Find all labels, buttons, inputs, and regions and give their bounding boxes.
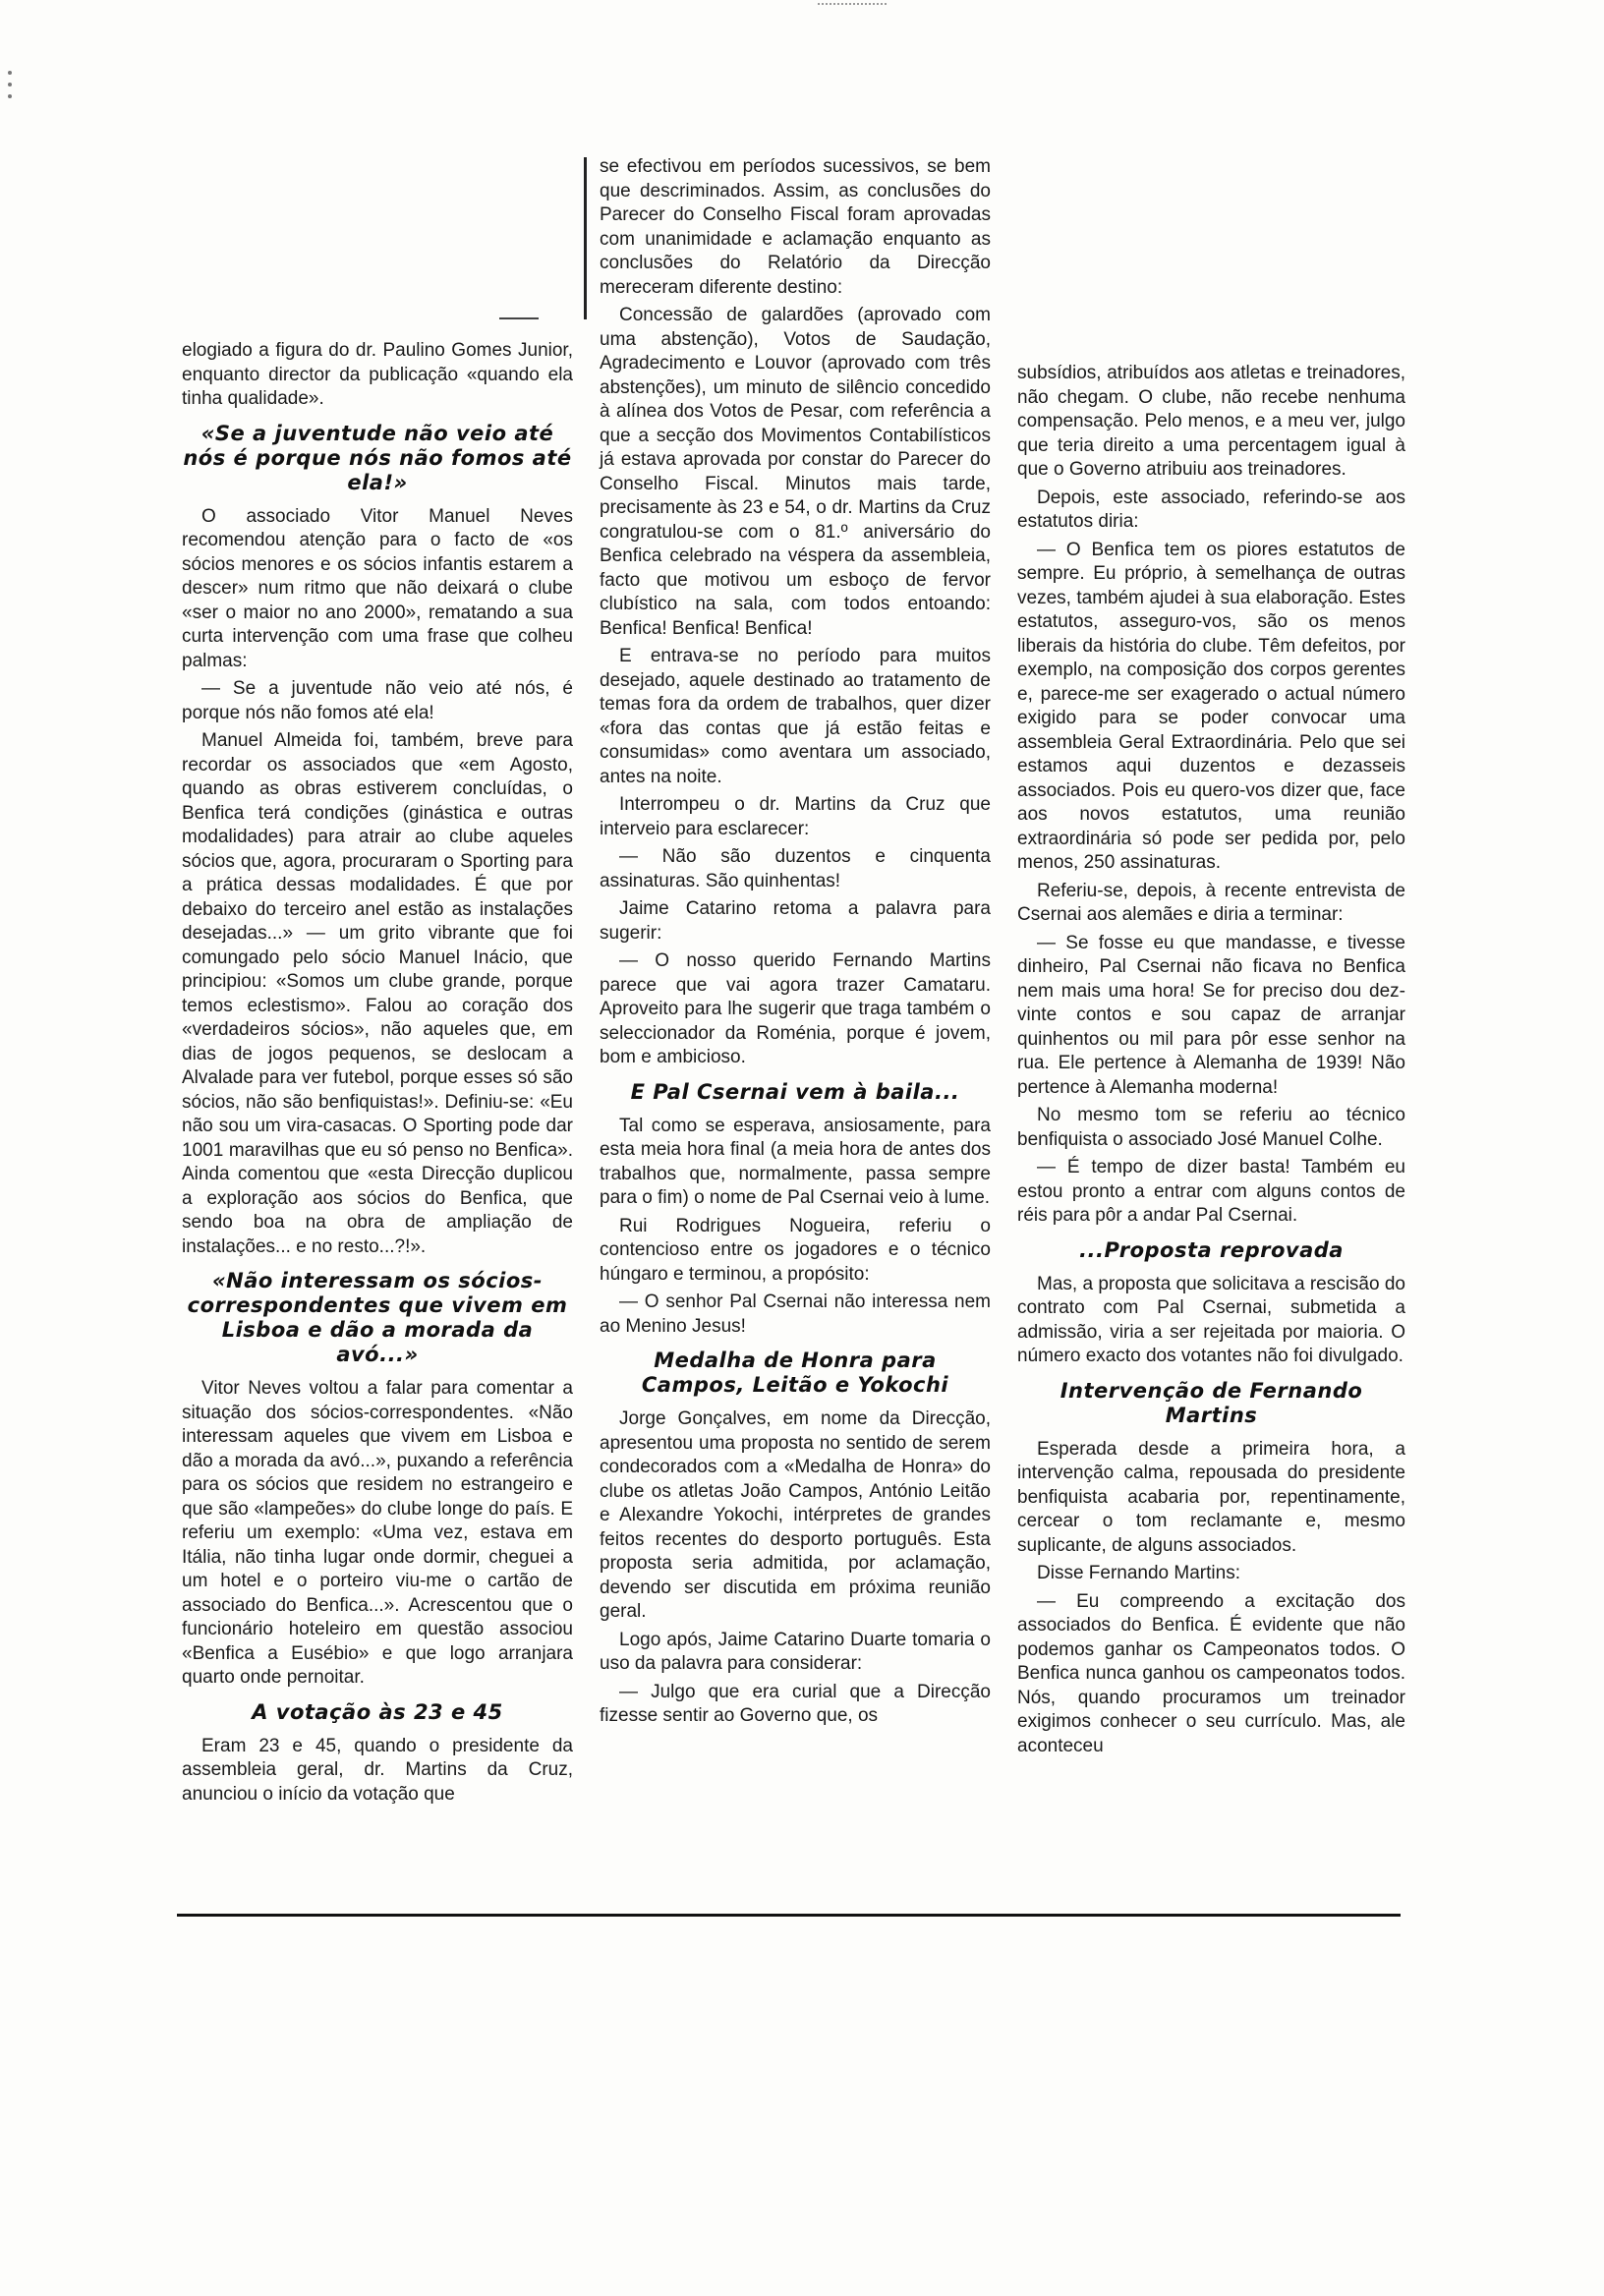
subheading: A votação às 23 e 45 <box>252 1699 503 1724</box>
short-rule <box>499 317 539 319</box>
paragraph: Jaime Catarino retoma a palavra para sugerir: <box>600 898 991 944</box>
paragraph: — É tempo de dizer basta! Também eu estou pronto a entrar com alguns contos de réis para pôr a andar Pal Csernai. <box>1017 1157 1405 1226</box>
column-2 <box>600 155 991 1733</box>
paragraph: Esperada desde a primeira hora, a intervenção calma, repousada do presidente benfiquista acabaria por, repentinamente, cercear o tom reclamante e, mesmo suplicante, de alguns associados. <box>1017 1438 1405 1556</box>
paragraph: — Se fosse eu que mandasse, e tivesse dinheiro, Pal Csernai não ficava no Benfica nem mais uma hora! Se for preciso dou dez-vinte contos e sou capaz de arranjar quinhentos ou mil para pôr esse senhor na rua. Ele pertence à Alemanha de 1939! Não pertence à Alemanha moderna! <box>1017 932 1405 1098</box>
paragraph: Eram 23 e 45, quando o presidente da assembleia geral, dr. Martins da Cruz, anunciou o início da votação que <box>182 1735 573 1805</box>
subheading: «Se a juventude não veio até nós é porque nós não fomos até ela!» <box>183 421 572 494</box>
paragraph: elogiado a figura do dr. Paulino Gomes Junior, enquanto director da publicação «quando ela tinha qualidade». <box>182 340 573 409</box>
paragraph: No mesmo tom se referiu ao técnico benfiquista o associado José Manuel Colhe. <box>1017 1105 1405 1150</box>
paragraph: se efectivou em períodos sucessivos, se bem que descriminados. Assim, as conclusões do Parecer do Conselho Fiscal foram aprovadas com unanimidade e aclamação enquanto as conclusões do Relatório da Direcção mereceram diferente destino: <box>600 156 991 298</box>
bottom-rule <box>177 1914 1401 1917</box>
paragraph: O associado Vitor Manuel Neves recomendou atenção para o facto de «os sócios menores e os sócios infantis estarem a descer» num ritmo que não deixará o clube «ser o maior no ano 2000», rematando a sua curta intervenção com uma frase que colheu palmas: <box>182 505 573 671</box>
subheading: E Pal Csernai vem à baila... <box>630 1079 960 1104</box>
margin-speck <box>8 94 12 98</box>
paragraph: — O nosso querido Fernando Martins parece que vai agora trazer Camataru. Aproveito para lhe sugerir que traga também o seleccionador da Roménia, porque é jovem, bom e ambicioso. <box>600 950 991 1067</box>
column-1 <box>182 339 573 1810</box>
paragraph: Depois, este associado, referindo-se aos estatutos diria: <box>1017 487 1405 532</box>
paragraph: — Julgo que era curial que a Direcção fizesse sentir ao Governo que, os <box>600 1681 991 1726</box>
paragraph: — O Benfica tem os piores estatutos de sempre. Eu próprio, à semelhança de outras vezes, também ajudei à sua elaboração. Estes estatutos, asseguro-vos, são os menos liberais da história do clube. Têm defeitos, por exemplo, na composição dos corpos gerentes e, parece-me ser exagerado o actual número exigido para se poder convocar uma assembleia Geral Extraordinária. Pelo que sei estamos aqui duzentos e dezasseis associados. Pois eu quero-vos dizer que, face aos novos estatutos, uma reunião extraordinária só pode ser pedida por, pelo menos, 250 assinaturas. <box>1017 539 1405 873</box>
paragraph: — O senhor Pal Csernai não interessa nem ao Menino Jesus! <box>600 1292 991 1337</box>
paragraph: Tal como se esperava, ansiosamente, para esta meia hora final (a meia hora de antes dos trabalhos que, normalmente, passa sempre para o fim) o nome de Pal Csernai veio à lume. <box>600 1115 991 1208</box>
paragraph: Jorge Gonçalves, em nome da Direcção, apresentou uma proposta no sentido de serem condecorados com a «Medalha de Honra» do clube os atletas João Campos, António Leitão e Alexandre Yokochi, intérpretes de grandes feitos recentes do desporto português. Esta proposta seria admitida, por aclamação, devendo ser discutida em próxima reunião geral. <box>600 1408 991 1622</box>
paragraph: Disse Fernando Martins: <box>1037 1563 1240 1583</box>
subheading: ...Proposta reprovada <box>1079 1237 1344 1262</box>
paragraph: Mas, a proposta que solicitava a rescisão do contrato com Pal Csernai, submetida a admissão, viria a ser rejeitada por maioria. O número exacto dos votantes não foi divulgado. <box>1017 1273 1405 1366</box>
paragraph: Referiu-se, depois, à recente entrevista de Csernai aos alemães e diria a terminar: <box>1017 880 1405 925</box>
paragraph: — Se a juventude não veio até nós, é porque nós não fomos até ela! <box>182 678 573 723</box>
paragraph: subsídios, atribuídos aos atletas e treinadores, não chegam. O clube, não recebe nenhuma compensação. Pelo menos, e a meu ver, julgo que teria direito a uma percentagem igual à que o Governo atribuiu aos treinadores. <box>1017 363 1405 480</box>
margin-speck <box>8 71 12 75</box>
paragraph: Rui Rodrigues Nogueira, referiu o contencioso entre os jogadores e o técnico húngaro e terminou, a propósito: <box>600 1215 991 1285</box>
vertical-rule <box>584 157 587 319</box>
paragraph: Vitor Neves voltou a falar para comentar a situação dos sócios-correspondentes. «Não interessam aqueles que vivem em Lisboa e dão a morada da avó...», puxando a referência para os sócios que residem no estrangeiro e que são «lampeões» do clube longe do país. E referiu um exemplo: «Uma vez, estava em Itália, não tinha lugar onde dormir, cheguei a um hotel e o porteiro viu-me o cartão de associado do Benfica...». Acrescentou que o funcionário hoteleiro em questão associou «Benfica a Eusébio» e que logo arranjara quarto onde pernoitar. <box>182 1378 573 1688</box>
subheading: «Não interessam os sócios-correspondentes que vivem em Lisboa e dão a morada da avó...» <box>187 1269 568 1366</box>
scan-top-dots <box>818 3 887 7</box>
paragraph: E entrava-se no período para muitos desejado, aquele destinado ao tratamento de temas fora da ordem de trabalhos, quer dizer «fora das contas que já estão feitas e consumidas» como aventara um associado, antes na noite. <box>600 646 991 787</box>
subheading: Intervenção de Fernando Martins <box>1060 1378 1363 1427</box>
paragraph: Concessão de galardões (aprovado com uma abstenção), Votos de Saudação, Agradecimento e Louvor (aprovado com três abstenções), um minuto de silêncio concedido à alínea dos Votos de Pesar, com referência a que a secção dos Movimentos Contabilísticos já estava aprovada por constar do Parecer do Conselho Fiscal. Minutos mais tarde, precisamente às 23 e 54, o dr. Martins da Cruz congratulou-se com o 81.º aniversário do Benfica celebrado na véspera da assembleia, facto que motivou um esboço de fervor clubístico na sala, com todos entoando: Benfica! Benfica! Benfica! <box>600 305 991 639</box>
subheading: Medalha de Honra para Campos, Leitão e Yokochi <box>641 1349 949 1397</box>
margin-speck <box>8 83 12 86</box>
paragraph: Logo após, Jaime Catarino Duarte tomaria o uso da palavra para considerar: <box>600 1629 991 1674</box>
paragraph: Interrompeu o dr. Martins da Cruz que interveio para esclarecer: <box>600 794 991 839</box>
paragraph: Manuel Almeida foi, também, breve para recordar os associados que «em Agosto, quando as obras estiverem concluídas, o Benfica terá condições (ginástica e outras modalidades) para atrair ao clube aqueles sócios que, agora, procuraram o Sporting para a prática dessas modalidades. É que por debaixo do terceiro anel estão as instalações desejadas...» — um grito vibrante que foi comungado pelo sócio Manuel Inácio, que principiou: «Somos um clube grande, porque temos eclestismo». Falou ao coração dos «verdadeiros sócios», não aqueles que, em dias de jogos pequenos, se deslocam a Alvalade para ver futebol, porque esses só são sócios, não são benfiquistas!». Definiu-se: «Eu não sou um vira-casacas. O Sporting pode dar 1001 maravilhas que eu só penso no Benfica». Ainda comentou que «esta Direcção duplicou a exploração aos sócios do Benfica, que sendo boa na obra de ampliação de instalações... e no resto...?!». <box>182 730 573 1257</box>
paragraph: — Eu compreendo a excitação dos associados do Benfica. É evidente que não podemos ganhar os Campeonatos todos. O Benfica nunca ganhou os campeonatos todos. Nós, quando procuramos um treinador exigimos conhecer o seu currículo. Mas, ale aconteceu <box>1017 1590 1405 1756</box>
paragraph: — Não são duzentos e cinquenta assinaturas. São quinhentas! <box>600 846 991 891</box>
column-3 <box>1017 362 1405 1762</box>
